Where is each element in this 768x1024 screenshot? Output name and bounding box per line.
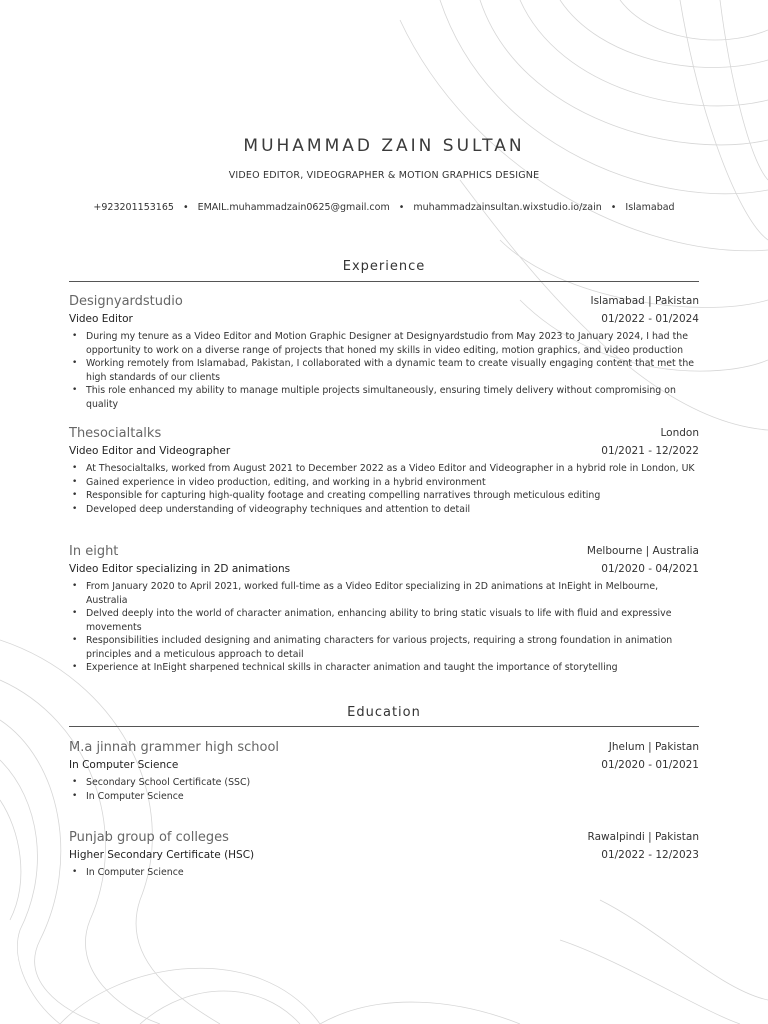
job-location: Islamabad | Pakistan [590, 295, 699, 307]
job-role: Video Editor and Videographer [69, 445, 231, 457]
school-location: Jhelum | Pakistan [608, 741, 699, 753]
job-bullets [69, 462, 699, 516]
job-bullets [69, 580, 699, 675]
job-headline: VIDEO EDITOR, VIDEOGRAPHER & MOTION GRAPHICS DESIGNE [228, 170, 540, 181]
bullet-item: • Working remotely from Islamabad, Pakistan, I collaborated with a dynamic team to create visually engaging content that met the high standards of our clients [69, 357, 699, 384]
job-location: London [660, 427, 699, 439]
contact-line [0, 202, 768, 213]
job-role: Video Editor [69, 313, 133, 325]
degree: Higher Secondary Certificate (HSC) [69, 849, 255, 861]
bullet-item: • This role enhanced my ability to manage multiple projects simultaneously, ensuring timely delivery without compromising on quality [69, 384, 699, 411]
job-dates: 01/2020 - 04/2021 [601, 563, 699, 575]
separator-dot: • [610, 202, 617, 213]
employer-name: Thesocialtalks [69, 426, 162, 441]
school-location: Rawalpindi | Pakistan [587, 831, 699, 843]
education-bullets [69, 776, 699, 803]
bullet-item: • Developed deep understanding of videography techniques and attention to detail [69, 503, 699, 517]
website-link[interactable]: muhammadzainsultan.wixstudio.io/zain [413, 202, 602, 213]
bullet-item: • During my tenure as a Video Editor and Motion Graphic Designer at Designyardstudio from May 2023 to January 2024, I had the opportunity to work on a diverse range of projects that honed my skills in video editing, motion graphics, and video production [69, 330, 699, 357]
city: Islamabad [625, 202, 675, 213]
bullet-item: • Experience at InEight sharpened technical skills in character animation and taught the importance of storytelling [69, 661, 699, 675]
job-dates: 01/2021 - 12/2022 [601, 445, 699, 457]
study-dates: 01/2020 - 01/2021 [601, 759, 699, 771]
school-name: M.a jinnah grammer high school [69, 740, 280, 755]
employer-name: In eight [69, 544, 119, 559]
job-dates: 01/2022 - 01/2024 [601, 313, 699, 325]
bullet-item: • At Thesocialtalks, worked from August 2021 to December 2022 as a Video Editor and Videographer in a hybrid role in London, UK [69, 462, 699, 476]
employer-name: Designyardstudio [69, 294, 183, 309]
school-name: Punjab group of colleges [69, 830, 229, 845]
bullet-item: • Responsibilities included designing and animating characters for various projects, requiring a strong foundation in animation principles and a meticulous approach to detail [69, 634, 699, 661]
study-dates: 01/2022 - 12/2023 [601, 849, 699, 861]
job-role: Video Editor specializing in 2D animations [69, 563, 291, 575]
candidate-name: MUHAMMAD ZAIN SULTAN [243, 136, 525, 156]
separator-dot: • [182, 202, 189, 213]
email-address[interactable]: EMAIL.muhammadzain0625@gmail.com [197, 202, 390, 213]
bullet-item: • In Computer Science [69, 866, 699, 880]
education-divider [69, 726, 699, 727]
education-heading: Education [347, 705, 421, 720]
bullet-item: • Responsible for capturing high-quality footage and creating compelling narratives through meticulous editing [69, 489, 699, 503]
experience-divider [69, 281, 699, 282]
bullet-item: • Secondary School Certificate (SSC) [69, 776, 699, 790]
education-bullets [69, 866, 699, 880]
job-bullets [69, 330, 699, 411]
degree: In Computer Science [69, 759, 179, 771]
separator-dot: • [398, 202, 405, 213]
bullet-item: • Gained experience in video production, editing, and working in a hybrid environment [69, 476, 699, 490]
job-location: Melbourne | Australia [586, 545, 699, 557]
experience-heading: Experience [342, 259, 426, 274]
bullet-item: • In Computer Science [69, 790, 699, 804]
phone-number: +923201153165 [93, 202, 174, 213]
bullet-item: • From January 2020 to April 2021, worked full-time as a Video Editor specializing in 2D animations at InEight in Melbourne, Australia [69, 580, 699, 607]
bullet-item: • Delved deeply into the world of character animation, enhancing ability to bring static visuals to life with fluid and expressive movements [69, 607, 699, 634]
